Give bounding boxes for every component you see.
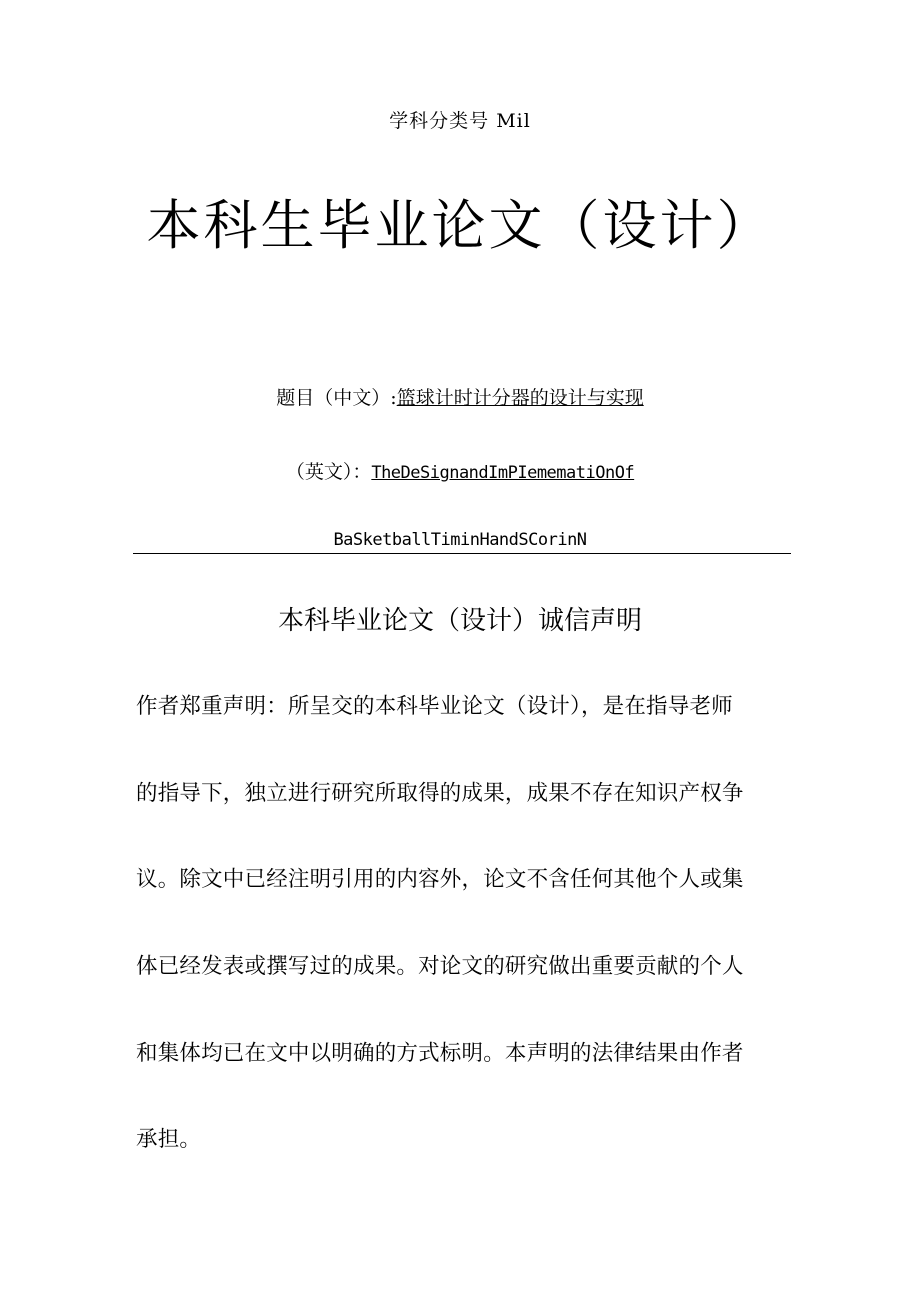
topic-chinese-value: 篮球计时计分器的设计与实现	[396, 387, 644, 409]
declaration-line-5: 和集体均已在文中以明确的方式标明。本声明的法律结果由作者	[136, 1041, 744, 1066]
declaration-line-4: 体已经发表或撰写过的成果。对论文的研究做出重要贡献的个人	[136, 954, 744, 979]
topic-english-label: （英文）：	[285, 461, 372, 483]
topic-chinese-label: 题目（中文）:	[276, 387, 397, 409]
page-title: 本科生毕业论文（设计）	[146, 194, 774, 257]
topic-english-value-line2: BaSketballTiminHandSCorinN	[333, 530, 587, 550]
declaration-line-6: 承担。	[136, 1127, 202, 1152]
topic-chinese	[0, 383, 920, 410]
topic-english	[0, 457, 920, 484]
declaration-line-1: 作者郑重声明：所呈交的本科毕业论文（设计），是在指导老师	[136, 694, 733, 719]
topic-english-value-line1: TheDeSignandImPIemematiOnOf	[371, 463, 635, 483]
subject-classification: 学科分类号 Mil	[389, 110, 531, 132]
declaration-title: 本科毕业论文（设计）诚信声明	[277, 606, 642, 636]
declaration-line-3: 议。除文中已经注明引用的内容外，论文不含任何其他个人或集	[136, 867, 744, 892]
declaration-line-2: 的指导下，独立进行研究所取得的成果，成果不存在知识产权争	[136, 781, 744, 806]
divider	[133, 553, 791, 554]
